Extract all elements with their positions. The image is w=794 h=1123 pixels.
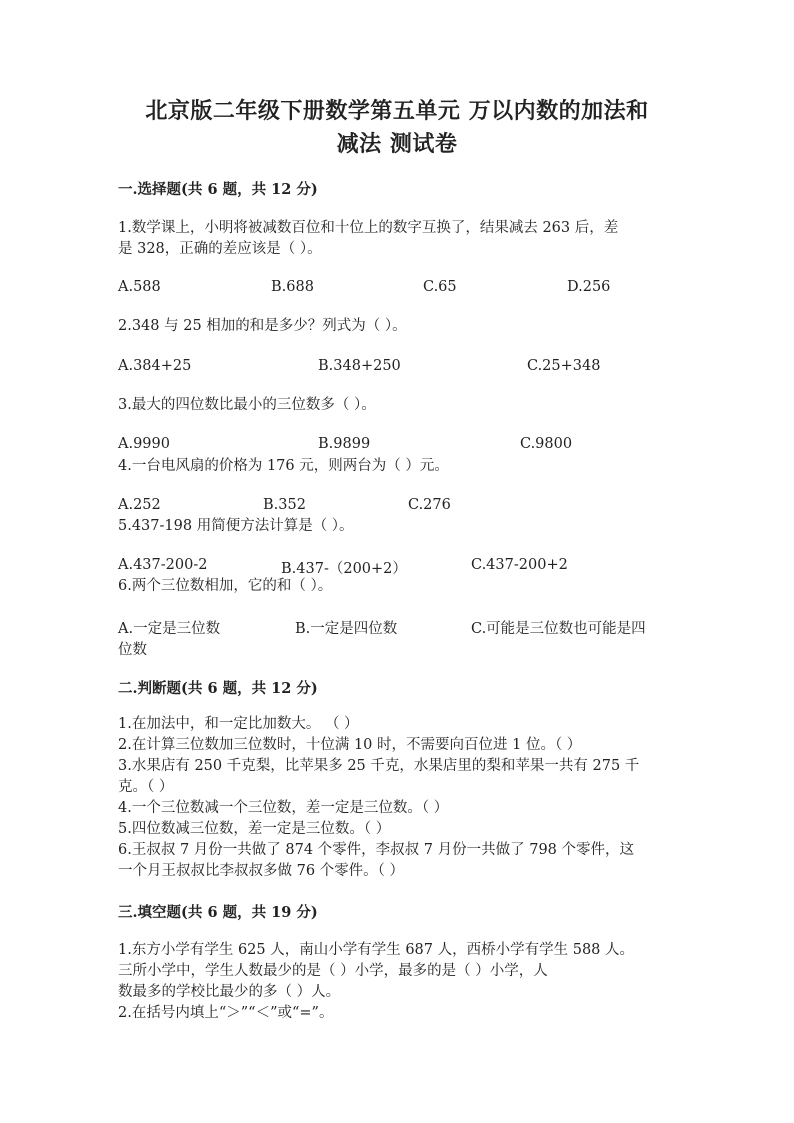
choice-q2-option-b: B.348+250 bbox=[318, 358, 401, 374]
choice-q3-option-c: C.9800 bbox=[520, 436, 573, 452]
judge-question-2: 2.在计算三位数加三位数时，十位满 10 时，不需要向百位进 1 位。（ ） bbox=[118, 737, 582, 753]
choice-q1-option-d: D.256 bbox=[567, 279, 611, 295]
question-text: 1.数学课上，小明将被减数百位和十位上的数字互换了，结果减去 263 后，差 bbox=[118, 220, 619, 236]
choice-question-4: 4.一台电风扇的价格为 176 元，则两台为（ ）元。 bbox=[118, 458, 449, 474]
section-heading-choice: 一.选择题(共 6 题，共 12 分) bbox=[118, 181, 318, 198]
choice-q3-option-a: A.9990 bbox=[118, 436, 170, 452]
question-text: 是 328，正确的差应该是（ ）。 bbox=[118, 241, 322, 257]
choice-question-1 bbox=[118, 218, 678, 260]
choice-q1-option-c: C.65 bbox=[423, 279, 457, 295]
judge-question-1: 1.在加法中，和一定比加数大。 （ ） bbox=[118, 716, 359, 732]
choice-q3-option-b: B.9899 bbox=[318, 436, 371, 452]
choice-q1-option-a: A.588 bbox=[118, 279, 161, 295]
fill-question-1 bbox=[118, 940, 678, 1003]
choice-question-3: 3.最大的四位数比最小的三位数多（ ）。 bbox=[118, 397, 376, 413]
question-text: 三所小学中，学生人数最少的是（ ）小学，最多的是（ ）小学，人 bbox=[118, 963, 548, 979]
judge-question-5: 5.四位数减三位数，差一定是三位数。（ ） bbox=[118, 821, 391, 837]
choice-q5-option-b: B.437-（200+2） bbox=[281, 561, 407, 577]
choice-q4-option-a: A.252 bbox=[118, 497, 161, 513]
section-heading-fill: 三.填空题(共 6 题，共 19 分) bbox=[118, 904, 318, 921]
choice-q1-option-b: B.688 bbox=[271, 279, 314, 295]
choice-q4-option-c: C.276 bbox=[408, 497, 451, 513]
judge-question-3 bbox=[118, 756, 678, 798]
section-heading-judge: 二.判断题(共 6 题，共 12 分) bbox=[118, 680, 318, 697]
title-line-1: 北京版二年级下册数学第五单元 万以内数的加法和 bbox=[145, 98, 649, 124]
question-text: 一个月王叔叔比李叔叔多做 76 个零件。（ ） bbox=[118, 863, 405, 879]
choice-q6-option-c: C.可能是三位数也可能是四 bbox=[471, 621, 646, 637]
title-line-2: 减法 测试卷 bbox=[336, 131, 458, 157]
fill-question-2: 2.在括号内填上“＞”“＜”或“=”。 bbox=[118, 1005, 334, 1021]
page-title bbox=[110, 95, 684, 161]
question-text: 1.东方小学有学生 625 人，南山小学有学生 687 人，西桥小学有学生 588 人。 bbox=[118, 942, 635, 958]
question-text: 3.水果店有 250 千克梨，比苹果多 25 千克，水果店里的梨和苹果一共有 275 千 bbox=[118, 758, 640, 774]
choice-q2-option-a: A.384+25 bbox=[118, 358, 192, 374]
choice-question-6: 6.两个三位数相加，它的和（ ）。 bbox=[118, 578, 333, 594]
judge-question-6 bbox=[118, 840, 678, 882]
question-text: 克。（ ） bbox=[118, 779, 174, 795]
choice-q5-option-a: A.437-200-2 bbox=[118, 557, 208, 573]
choice-q2-option-c: C.25+348 bbox=[527, 358, 601, 374]
question-text: 数最多的学校比最少的多（ ）人。 bbox=[118, 984, 341, 1000]
choice-q6-option-a: A.一定是三位数 bbox=[118, 621, 221, 637]
choice-q5-option-c: C.437-200+2 bbox=[471, 557, 568, 573]
judge-question-4: 4.一个三位数减一个三位数，差一定是三位数。（ ） bbox=[118, 800, 449, 816]
choice-question-2: 2.348 与 25 相加的和是多少？列式为（ ）。 bbox=[118, 318, 407, 334]
choice-q6-option-c-continued: 位数 bbox=[118, 642, 147, 658]
choice-q4-option-b: B.352 bbox=[263, 497, 306, 513]
question-text: 6.王叔叔 7 月份一共做了 874 个零件，李叔叔 7 月份一共做了 798 个零件，这 bbox=[118, 842, 635, 858]
choice-q6-option-b: B.一定是四位数 bbox=[295, 621, 398, 637]
choice-question-5: 5.437-198 用简便方法计算是（ ）。 bbox=[118, 518, 354, 534]
